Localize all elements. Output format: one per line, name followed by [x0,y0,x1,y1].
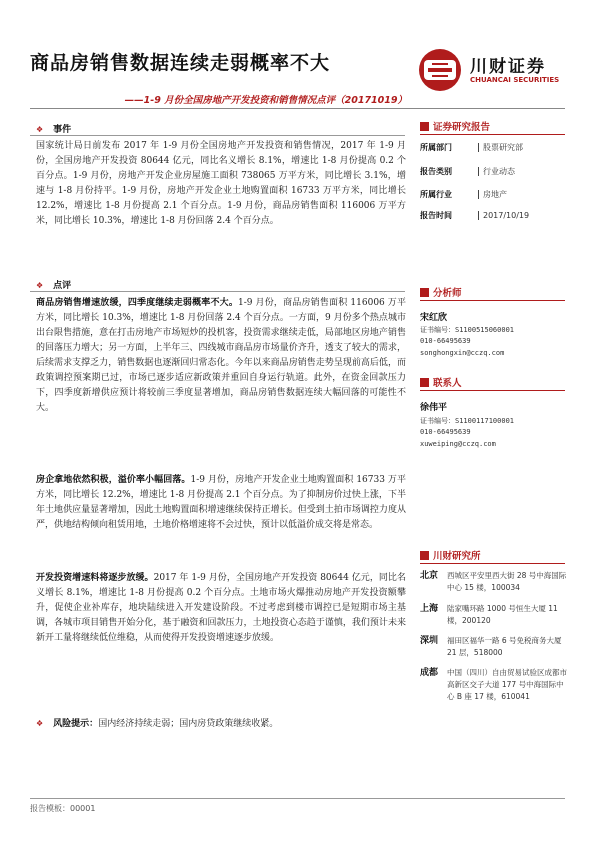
office-city-shenzhen: 深圳 [420,636,439,646]
section-divider [30,135,405,136]
square-bullet-icon [420,378,429,387]
paragraph-lead: 商品房销售增速放缓，四季度继续走弱概率不大。 [36,298,239,308]
analyst-heading: 分析师 [420,285,462,299]
meta-date: 报告时间 2017/10/19 [420,211,530,220]
meta-category: 报告类别 行业动态 [420,167,515,176]
section-comment-heading: ❖ 点评 [36,281,72,291]
paragraph-text: 2017 年 1-9 月份，全国房地产开发投资 80644 亿元，同比名义增长 8.1%，增速比 1-8 月份提高 0.2 个百分点。土地市场火爆推动房地产开发投资额攀升，促使企业补库存，地块陆续进入开发建设阶段。不过考虑到楼市调控已是短期市场主基调，各城市项目销售开始分化，基于融资和回款压力，土地投资心态趋于谨慎，我们预计未来新开工量将继续低位维稳，从而使得开发投资增速逐步放缓。 [36,573,406,643]
footer-divider [30,798,565,799]
section-divider [30,291,405,292]
footer-template-label: 报告模板：00001 [30,804,96,813]
header-divider [30,108,565,109]
square-bullet-icon [420,288,429,297]
contact-cert: 证书编号：S1100117100001 [420,417,515,425]
sidebar-divider [420,134,565,135]
paragraph-text: 1-9 月份，商品房销售面积 116006 万平方米，同比增长 10.3%，增速比 1-8 月份回落 2.4 个百分点。一方面，9 月份多个热点城市出台限售措施，意在打击房地产市场短炒的投机客，投资需求继续走低，局部地区房地产销售的回落压力增大；另一方面，上半年三、四线城市商品房市场量价齐升，透支了较大的需求，后续需求支撑乏力，销售数据也逐渐回归常态化。今年以来商品房销售走势呈现前高后低，而政策调控预案期已过，市场已逐步适应新政策并重回自身运行轨道。此外，在资金回款压力下，四季度新增供应预计将较前三季度显著增加，商品房销售数据连续大幅回落的可能性不大。 [36,298,406,413]
meta-industry: 所属行业 房地产 [420,190,507,199]
risk-note: ❖ 风险提示：国内经济持续走弱；国内房贷政策继续收紧。 [36,719,279,729]
square-bullet-icon [420,122,429,131]
page-title: 商品房销售数据连续走弱概率不大 [30,52,331,74]
office-city-chengdu: 成都 [420,668,439,678]
contact-phone: 010-66495639 [420,428,471,436]
sidebar-divider [420,563,565,564]
contact-heading: 联系人 [420,375,462,389]
office-address-shenzhen: 福田区福华一路 6 号免税商务大厦 21 层，518000 [447,636,562,657]
office-address-chengdu: 中国（四川）自由贸易试验区成都市高新区交子大道 177 号中海国际中心 B 座 17 楼，610041 [447,668,567,701]
company-logo [418,46,568,98]
logo-name-en: CHUANCAI SECURITIES [470,76,560,84]
contact-name: 徐伟平 [420,403,448,413]
logo-mark-icon [418,48,462,92]
meta-department: 所属部门 股票研究部 [420,143,523,152]
comment-paragraph-3 [36,571,406,646]
diamond-bullet-icon: ❖ [36,125,44,134]
analyst-email[interactable]: songhongxin@cczq.com [420,349,505,357]
comment-paragraph-1 [36,296,406,416]
office-city-shanghai: 上海 [420,604,439,614]
diamond-bullet-icon: ❖ [36,719,44,728]
section-event-heading: ❖ 事件 [36,125,72,135]
institute-heading: 川财研究所 [420,548,481,562]
office-address-shanghai: 陆家嘴环路 1000 号恒生大厦 11 楼，200120 [447,604,558,625]
report-type-heading: 证券研究报告 [420,119,490,133]
diamond-bullet-icon: ❖ [36,281,44,290]
analyst-name: 宋红欣 [420,313,448,323]
page-subtitle: ——1-9 月份全国房地产开发投资和销售情况点评（20171019） [124,95,407,106]
office-address-beijing: 西城区平安里西大街 28 号中海国际中心 15 楼，100034 [447,571,567,592]
analyst-cert: 证书编号：S1100515060001 [420,326,515,334]
paragraph-lead: 房企拿地依然积极，溢价率小幅回落。 [36,475,191,485]
sidebar-divider [420,390,565,391]
logo-name-cn: 川财证券 [470,57,546,77]
square-bullet-icon [420,551,429,560]
office-city-beijing: 北京 [420,571,439,581]
paragraph-text: 1-9 月份，房地产开发企业土地购置面积 16733 万平方米，同比增长 12.2%，增速比 1-8 月份提高 2.1 个百分点。为了抑制房价过快上涨，下半年土地供应量显著增加，因此土地购置面积增速继续保持正增长。但受到土拍市场调控力度从严，供地结构倾向租赁用地，土地价格增速将不会过快，预计以低溢价成交将是常态。 [36,475,406,530]
event-paragraph: 国家统计局日前发布 2017 年 1-9 月份全国房地产开发投资和销售情况，2017 年 1-9 月份，全国房地产开发投资 80644 亿元，同比名义增长 8.1%，增速比 1-8 月份提高 0.2 个百分点。1-9 月份，房地产开发企业房屋施工面积 738065 万平方米，同比增长 3.1%，增速与 1-8 月份持平。1-9 月份，房地产开发企业土地购置面积 16733 万平方米，同比增长 12.2%，增速比 1-8 月份提高 2.1 个百分点。1-9 月份，商品房销售面积 116006 万平方米，同比增长 10.3%，增速比 1-8 月份回落 2.4 个百分点。 [36,141,406,226]
paragraph-lead: 开发投资增速料将逐步放缓。 [36,573,154,583]
analyst-phone: 010-66495639 [420,337,471,345]
sidebar-divider [420,300,565,301]
comment-paragraph-2 [36,473,406,533]
contact-email[interactable]: xuweiping@cczq.com [420,440,496,448]
